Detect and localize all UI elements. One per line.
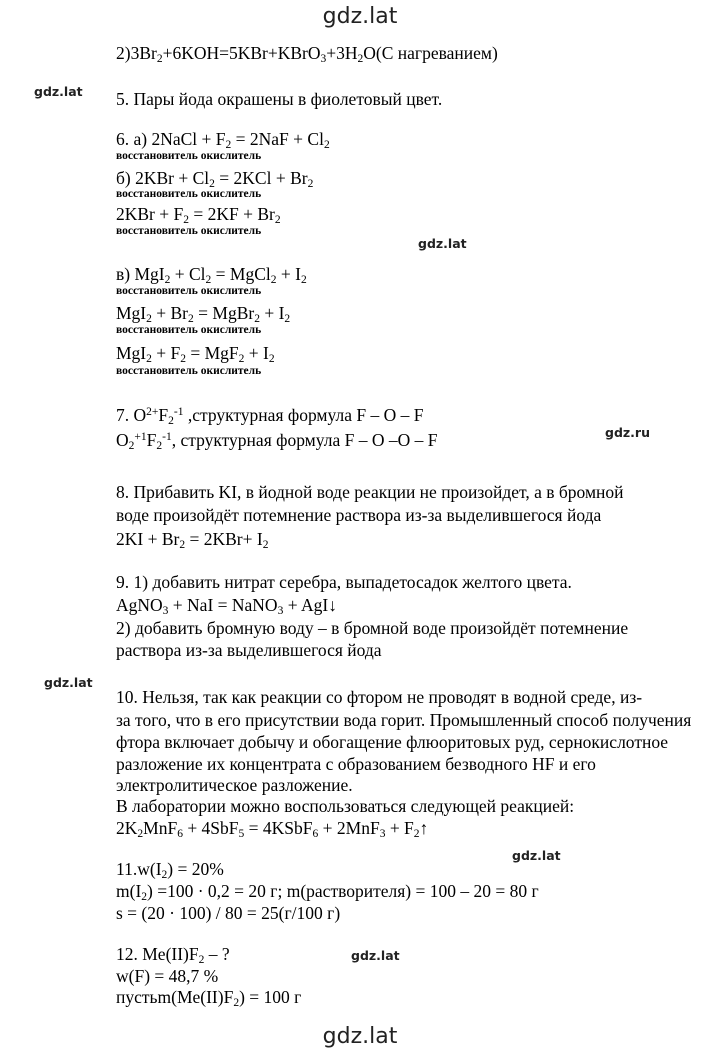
subscript: 5 — [238, 828, 245, 840]
text-run: MnF — [143, 818, 178, 838]
text-run: + F — [151, 343, 181, 363]
equation-line — [116, 266, 307, 284]
subscript: 2 — [205, 274, 212, 286]
subscript: 2 — [137, 828, 144, 840]
text-run: = 2KCl + Br — [214, 168, 308, 188]
answer-line — [116, 620, 628, 638]
text-run: ) = 100 г — [239, 987, 302, 1007]
text-run: + 4SbF — [182, 818, 239, 838]
answer-line — [116, 989, 301, 1007]
subscript: 3 — [277, 605, 284, 617]
subscript: 2 — [168, 415, 174, 427]
subscript: 2 — [198, 954, 205, 966]
text-run: 12. Me(II)F — [116, 944, 199, 964]
text-run: 10. Нельзя, так как реакции со фтором не проводят в водной среде, из- — [116, 687, 643, 707]
watermark-side: gdz.lat — [512, 848, 561, 863]
text-run: б) 2KBr + Cl — [116, 168, 210, 188]
text-run: + I — [244, 343, 269, 363]
watermark-side: gdz.lat — [351, 948, 400, 963]
watermark-side: gdz.lat — [418, 236, 467, 251]
answer-line — [116, 734, 668, 752]
subscript: 2 — [307, 178, 314, 190]
subscript: 2 — [164, 274, 171, 286]
text-run: + Cl — [170, 264, 206, 284]
text-run: O(С нагреванием) — [363, 43, 498, 63]
answer-line — [116, 574, 572, 592]
text-run: фтора включает добычу и обогащение флюоритовых руд, сернокислотное — [116, 732, 669, 752]
subscript: 3 — [379, 828, 386, 840]
text-run: + F — [385, 818, 414, 838]
answer-line — [116, 484, 624, 502]
role-label: восстановитель окислитель — [116, 324, 262, 336]
text-run: 9. 1) добавить нитрат серебра, выпадетосадок желтого цвета. — [116, 572, 572, 592]
text-run: = 2KF + Br — [189, 204, 275, 224]
subscript: 2 — [300, 274, 307, 286]
watermark-side: gdz.ru — [605, 425, 650, 440]
watermark-bottom: gdz.lat — [322, 1024, 398, 1049]
text-run: O — [116, 430, 129, 450]
superscript: 2+ — [146, 406, 159, 418]
subscript: 2 — [274, 214, 281, 226]
text-run: 7. O — [116, 405, 147, 425]
text-run: + Br — [151, 303, 189, 323]
equation-line — [116, 45, 498, 63]
text-run: 5. Пары йода окрашены в фиолетовый цвет. — [116, 89, 443, 109]
answer-line — [116, 507, 601, 525]
text-run: = MgCl — [211, 264, 271, 284]
subscript: 2 — [268, 353, 275, 365]
answer-line — [116, 712, 691, 730]
answer-line — [116, 861, 224, 879]
text-run: 2K — [116, 818, 138, 838]
subscript: 2 — [180, 353, 186, 365]
equation-line — [116, 531, 268, 549]
text-run: +6KOH=5KBr+KBrO — [162, 43, 321, 63]
text-run: 6. а) 2NaCl + F — [116, 129, 226, 149]
subscript: 2 — [262, 539, 269, 551]
superscript: -1 — [162, 431, 172, 443]
text-run: раствора из-за выделившегося йода — [116, 640, 382, 660]
superscript: +1 — [134, 431, 147, 443]
watermark-top: gdz.lat — [322, 4, 398, 29]
text-run: пустьm(Me(II)F — [116, 987, 234, 1007]
text-run: 2KBr + F — [116, 204, 184, 224]
equation-line — [116, 345, 275, 363]
answer-line — [116, 968, 218, 986]
text-run: AgNO — [116, 595, 163, 615]
subscript: 2 — [357, 53, 364, 65]
watermark-side: gdz.lat — [34, 84, 83, 99]
text-run: 2KI + Br — [116, 529, 180, 549]
equation-line — [116, 170, 313, 188]
text-run: , структурная формула F – O –O – F — [171, 430, 438, 450]
answer-line — [116, 883, 539, 901]
subscript: 2 — [254, 313, 260, 325]
text-run: 2) добавить бромную воду – в бромной воде произойдёт потемнение — [116, 618, 629, 638]
text-run: ↑ — [419, 818, 429, 838]
text-run: MgI — [116, 343, 147, 363]
subscript: 2 — [270, 274, 277, 286]
equation-line — [116, 597, 337, 615]
answer-line — [116, 756, 596, 774]
answer-line — [116, 777, 353, 795]
answer-line — [116, 432, 437, 450]
subscript: 2 — [156, 440, 163, 452]
answer-line — [116, 946, 230, 964]
text-run: разложение их концентрата с образованием безводного HF и его — [116, 754, 596, 774]
answer-line — [116, 689, 642, 707]
text-run: ,структурная формула F – O – F — [183, 405, 424, 425]
text-run: F — [146, 430, 157, 450]
equation-line — [116, 820, 428, 838]
subscript: 3 — [162, 605, 169, 617]
text-run: ) = 20% — [167, 859, 224, 879]
text-run: w(F) = 48,7 % — [116, 966, 219, 986]
answer-line — [116, 642, 382, 660]
text-run: s = (20 · 100) / 80 = 25(г/100 г) — [116, 903, 341, 923]
equation-line — [116, 206, 281, 224]
subscript: 2 — [141, 891, 148, 903]
subscript: 2 — [146, 353, 152, 365]
text-run: электролитическое разложение. — [116, 775, 353, 795]
text-run: + I — [259, 303, 285, 323]
subscript: 2 — [284, 313, 291, 325]
text-run: MgI — [116, 303, 147, 323]
subscript: 2 — [225, 139, 232, 151]
subscript: 2 — [238, 353, 245, 365]
text-run: = MgF — [186, 343, 239, 363]
text-run: +3H — [326, 43, 358, 63]
equation-line — [116, 131, 330, 149]
subscript: 2 — [179, 539, 186, 551]
subscript: 2 — [156, 53, 163, 65]
subscript: 6 — [312, 828, 319, 840]
answer-line — [116, 798, 574, 816]
text-run: + AgI↓ — [283, 595, 337, 615]
text-run: воде произойдёт потемнение раствора из-за выделившегося йода — [116, 505, 602, 525]
text-run: + 2MnF — [318, 818, 380, 838]
subscript: 2 — [413, 828, 420, 840]
subscript: 2 — [323, 139, 330, 151]
answer-line — [116, 91, 442, 109]
text-run: ) =100 · 0,2 = 20 г; m(растворителя) = 100 – 20 = 80 г — [147, 881, 539, 901]
subscript: 2 — [209, 178, 215, 190]
subscript: 3 — [320, 53, 327, 65]
text-run: + NaI = NaNO — [168, 595, 278, 615]
role-label: восстановитель окислитель — [116, 365, 262, 377]
subscript: 2 — [161, 869, 168, 881]
subscript: 2 — [146, 313, 152, 325]
text-run: = MgBr — [193, 303, 255, 323]
answer-line — [116, 905, 340, 923]
role-label: восстановитель окислитель — [116, 285, 262, 297]
text-run: 8. Прибавить KI, в йодной воде реакции не произойдет, а в бромной — [116, 482, 624, 502]
text-run: F — [158, 405, 169, 425]
answer-line — [116, 407, 423, 425]
subscript: 2 — [128, 440, 135, 452]
text-run: в) MgI — [116, 264, 165, 284]
watermark-side: gdz.lat — [44, 675, 93, 690]
subscript: 2 — [233, 997, 240, 1009]
superscript: -1 — [173, 406, 184, 418]
role-label: восстановитель окислитель — [116, 150, 262, 162]
text-run: = 4KSbF — [244, 818, 313, 838]
text-run: В лаборатории можно воспользоваться следующей реакцией: — [116, 796, 575, 816]
text-run: = 2NaF + Cl — [231, 129, 324, 149]
text-run: 11.w(I — [116, 859, 162, 879]
text-run: m(I — [116, 881, 142, 901]
text-run: + I — [276, 264, 301, 284]
role-label: восстановитель окислитель — [116, 188, 262, 200]
text-run: за того, что в его присутствии вода горит. Промышленный способ получения — [116, 710, 692, 730]
subscript: 2 — [183, 214, 189, 226]
role-label: восстановитель окислитель — [116, 225, 262, 237]
equation-line — [116, 305, 290, 323]
text-run: 2)3Br — [116, 43, 157, 63]
subscript: 2 — [188, 313, 194, 325]
text-run: = 2KBr+ I — [185, 529, 263, 549]
subscript: 6 — [177, 828, 183, 840]
text-run: – ? — [204, 944, 230, 964]
